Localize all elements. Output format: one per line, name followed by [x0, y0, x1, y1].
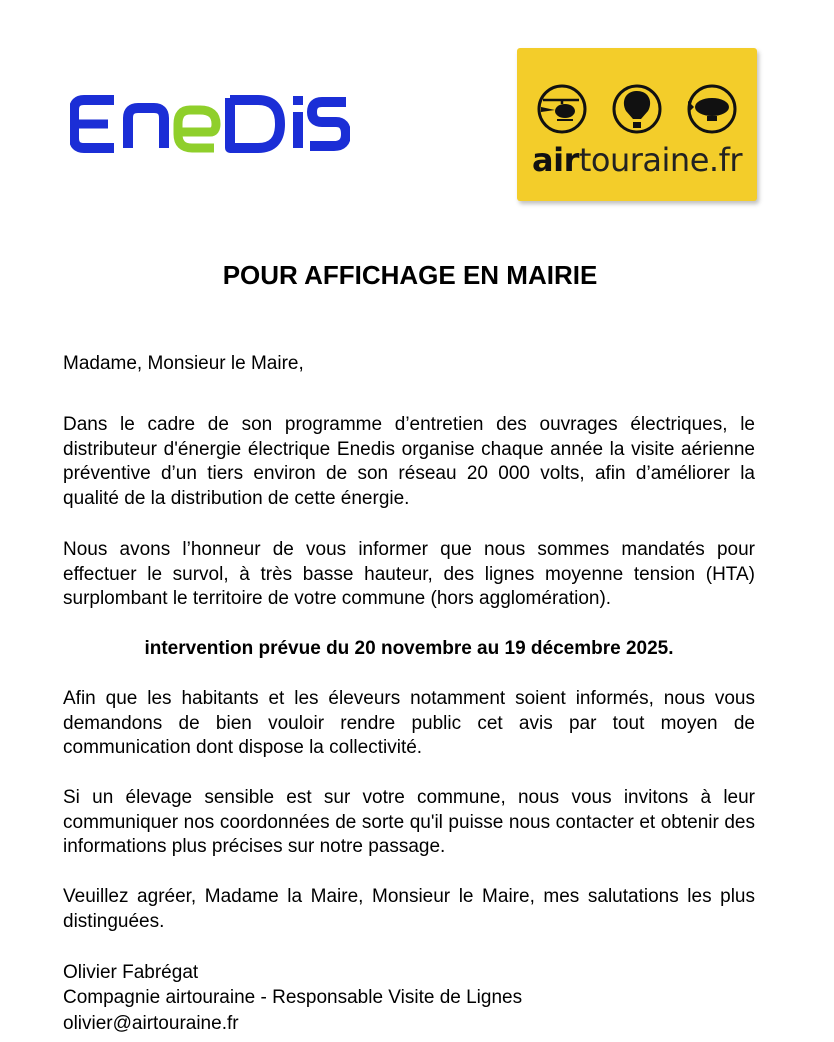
hot-air-balloon-icon	[614, 86, 660, 132]
paragraph-program: Dans le cadre de son programme d’entretien des ouvrages électriques, le distributeur d'énergie électrique Enedis organise chaque année la visite aérienne préventive d’un tiers environ de son réseau 20 000 volts, afin d’améliorer la qualité de la distribution de cette énergie.	[63, 414, 755, 509]
paragraph-publicity-request: Afin que les habitants et les éleveurs notamment soient informés, nous vous demandons de bien vouloir rendre public cet avis par tout moyen de communication dont dispose la collectivité.	[63, 688, 755, 758]
signature-email: olivier@airtouraine.fr	[63, 1013, 239, 1034]
paragraph-closing: Veuillez agréer, Madame la Maire, Monsieur le Maire, mes salutations les plus distinguées.	[63, 886, 755, 932]
helicopter-icon	[539, 86, 585, 132]
intervention-dates: intervention prévue du 20 novembre au 19 décembre 2025.	[144, 638, 674, 659]
signature-company-role: Compagnie airtouraine - Responsable Visite de Lignes	[63, 987, 523, 1008]
paragraph-livestock: Si un élevage sensible est sur votre commune, nous vous invitons à leur communiquer nos coordonnées de sorte qu'il puisse nous contacter et obtenir des informations plus précises sur notre passage.	[63, 787, 755, 857]
airtouraine-wordmark: airtouraine.fr	[532, 141, 742, 179]
greeting: Madame, Monsieur le Maire,	[63, 353, 304, 374]
signature-name: Olivier Fabrégat	[63, 962, 199, 983]
document-title: POUR AFFICHAGE EN MAIRIE	[222, 260, 598, 290]
airtouraine-icons	[535, 82, 739, 136]
enedis-logo	[70, 88, 350, 160]
paragraph-notification: Nous avons l’honneur de vous informer que nous sommes mandatés pour effectuer le survol, à très basse hauteur, des lignes moyenne tension (HTA) surplombant le territoire de votre commune (hors agglomération).	[63, 539, 755, 609]
airtouraine-logo	[517, 48, 757, 201]
airship-icon	[688, 86, 735, 132]
